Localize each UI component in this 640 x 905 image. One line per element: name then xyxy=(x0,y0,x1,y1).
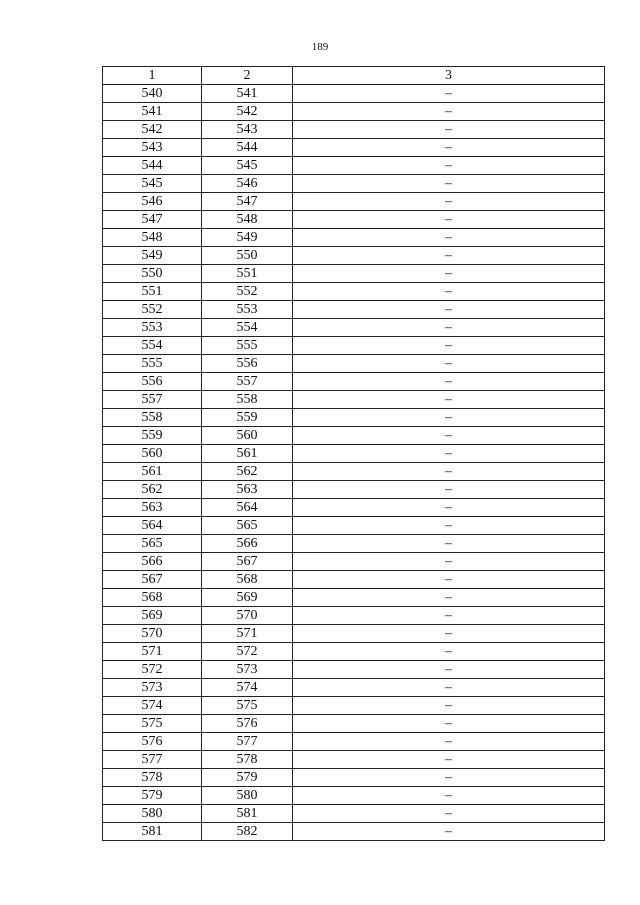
table-cell-col-2: 565 xyxy=(202,517,293,535)
table-cell-col-2: 541 xyxy=(202,85,293,103)
table-cell-col-1: 557 xyxy=(103,391,202,409)
table-cell-col-3: – xyxy=(293,715,605,733)
table-cell-col-3: – xyxy=(293,733,605,751)
table-row xyxy=(103,265,605,283)
table-row xyxy=(103,247,605,265)
table-cell-col-3: – xyxy=(293,301,605,319)
table-row xyxy=(103,823,605,841)
column-header-1: 1 xyxy=(103,67,202,85)
table-cell-col-1: 544 xyxy=(103,157,202,175)
table-cell-col-2: 580 xyxy=(202,787,293,805)
table-cell-col-1: 555 xyxy=(103,355,202,373)
table-cell-col-2: 555 xyxy=(202,337,293,355)
table-cell-col-2: 570 xyxy=(202,607,293,625)
table-cell-col-1: 578 xyxy=(103,769,202,787)
table-cell-col-1: 545 xyxy=(103,175,202,193)
table-row xyxy=(103,715,605,733)
table-cell-col-2: 564 xyxy=(202,499,293,517)
table-row xyxy=(103,211,605,229)
table-cell-col-2: 547 xyxy=(202,193,293,211)
table-row xyxy=(103,481,605,499)
table-cell-col-3: – xyxy=(293,319,605,337)
table-cell-col-3: – xyxy=(293,679,605,697)
table-cell-col-1: 548 xyxy=(103,229,202,247)
table-cell-col-3: – xyxy=(293,247,605,265)
table-cell-col-3: – xyxy=(293,769,605,787)
table-cell-col-2: 543 xyxy=(202,121,293,139)
table-cell-col-1: 574 xyxy=(103,697,202,715)
data-table xyxy=(102,66,605,841)
table-cell-col-1: 577 xyxy=(103,751,202,769)
table-cell-col-2: 582 xyxy=(202,823,293,841)
table-row xyxy=(103,283,605,301)
table-cell-col-3: – xyxy=(293,229,605,247)
table-cell-col-2: 568 xyxy=(202,571,293,589)
table-row xyxy=(103,427,605,445)
table-cell-col-1: 576 xyxy=(103,733,202,751)
table-cell-col-1: 566 xyxy=(103,553,202,571)
table-row xyxy=(103,193,605,211)
table-row xyxy=(103,643,605,661)
table-cell-col-1: 571 xyxy=(103,643,202,661)
table-cell-col-1: 572 xyxy=(103,661,202,679)
table-cell-col-2: 561 xyxy=(202,445,293,463)
table-cell-col-3: – xyxy=(293,85,605,103)
table-cell-col-1: 554 xyxy=(103,337,202,355)
table-cell-col-1: 560 xyxy=(103,445,202,463)
table-cell-col-2: 569 xyxy=(202,589,293,607)
table-cell-col-3: – xyxy=(293,463,605,481)
table-cell-col-1: 565 xyxy=(103,535,202,553)
table-cell-col-1: 540 xyxy=(103,85,202,103)
table-cell-col-1: 558 xyxy=(103,409,202,427)
table-cell-col-2: 552 xyxy=(202,283,293,301)
page-number: 189 xyxy=(311,41,329,53)
table-cell-col-2: 550 xyxy=(202,247,293,265)
table-cell-col-1: 581 xyxy=(103,823,202,841)
table-cell-col-2: 563 xyxy=(202,481,293,499)
table-cell-col-2: 557 xyxy=(202,373,293,391)
table-cell-col-3: – xyxy=(293,445,605,463)
table-row xyxy=(103,229,605,247)
table-row xyxy=(103,319,605,337)
table-cell-col-1: 573 xyxy=(103,679,202,697)
table-cell-col-1: 552 xyxy=(103,301,202,319)
table-header-row xyxy=(103,67,605,85)
table-cell-col-2: 567 xyxy=(202,553,293,571)
table-cell-col-1: 553 xyxy=(103,319,202,337)
table-row xyxy=(103,769,605,787)
table-cell-col-2: 553 xyxy=(202,301,293,319)
table-cell-col-3: – xyxy=(293,571,605,589)
table-cell-col-2: 575 xyxy=(202,697,293,715)
table-cell-col-1: 564 xyxy=(103,517,202,535)
table-cell-col-3: – xyxy=(293,103,605,121)
table-cell-col-1: 567 xyxy=(103,571,202,589)
table-row xyxy=(103,499,605,517)
table-cell-col-1: 549 xyxy=(103,247,202,265)
table-row xyxy=(103,733,605,751)
table-cell-col-3: – xyxy=(293,121,605,139)
table-row xyxy=(103,697,605,715)
table-cell-col-2: 578 xyxy=(202,751,293,769)
table-cell-col-2: 562 xyxy=(202,463,293,481)
table-cell-col-1: 542 xyxy=(103,121,202,139)
table-row xyxy=(103,607,605,625)
table-row xyxy=(103,85,605,103)
table-row xyxy=(103,751,605,769)
table-row xyxy=(103,679,605,697)
table-cell-col-1: 580 xyxy=(103,805,202,823)
table-cell-col-3: – xyxy=(293,157,605,175)
table-cell-col-3: – xyxy=(293,751,605,769)
table-row xyxy=(103,445,605,463)
table-cell-col-1: 543 xyxy=(103,139,202,157)
table-cell-col-1: 579 xyxy=(103,787,202,805)
table-cell-col-1: 546 xyxy=(103,193,202,211)
table-cell-col-2: 546 xyxy=(202,175,293,193)
table-cell-col-3: – xyxy=(293,355,605,373)
table-cell-col-2: 554 xyxy=(202,319,293,337)
table-row xyxy=(103,301,605,319)
table-cell-col-3: – xyxy=(293,175,605,193)
table-row xyxy=(103,373,605,391)
table-row xyxy=(103,625,605,643)
table-row xyxy=(103,517,605,535)
table-cell-col-3: – xyxy=(293,193,605,211)
table-row xyxy=(103,571,605,589)
table-cell-col-2: 579 xyxy=(202,769,293,787)
table-row xyxy=(103,553,605,571)
table-cell-col-2: 566 xyxy=(202,535,293,553)
table-cell-col-1: 556 xyxy=(103,373,202,391)
table-cell-col-2: 558 xyxy=(202,391,293,409)
table-cell-col-1: 547 xyxy=(103,211,202,229)
table-cell-col-1: 570 xyxy=(103,625,202,643)
table-cell-col-2: 576 xyxy=(202,715,293,733)
table-cell-col-2: 577 xyxy=(202,733,293,751)
table-row xyxy=(103,103,605,121)
table-row xyxy=(103,535,605,553)
table-cell-col-2: 556 xyxy=(202,355,293,373)
table-cell-col-2: 549 xyxy=(202,229,293,247)
table-cell-col-2: 560 xyxy=(202,427,293,445)
column-header-2: 2 xyxy=(202,67,293,85)
table-cell-col-3: – xyxy=(293,589,605,607)
table-cell-col-3: – xyxy=(293,283,605,301)
table-cell-col-3: – xyxy=(293,787,605,805)
table-cell-col-1: 551 xyxy=(103,283,202,301)
table-cell-col-2: 574 xyxy=(202,679,293,697)
table-cell-col-3: – xyxy=(293,643,605,661)
table-row xyxy=(103,121,605,139)
table-cell-col-1: 575 xyxy=(103,715,202,733)
table-row xyxy=(103,157,605,175)
table-cell-col-3: – xyxy=(293,337,605,355)
table-cell-col-3: – xyxy=(293,373,605,391)
table-cell-col-3: – xyxy=(293,535,605,553)
table-cell-col-2: 551 xyxy=(202,265,293,283)
table-cell-col-3: – xyxy=(293,517,605,535)
table-cell-col-3: – xyxy=(293,427,605,445)
table-row xyxy=(103,337,605,355)
table-row xyxy=(103,805,605,823)
table-cell-col-2: 581 xyxy=(202,805,293,823)
table-cell-col-3: – xyxy=(293,211,605,229)
column-header-3: 3 xyxy=(293,67,605,85)
table-cell-col-3: – xyxy=(293,499,605,517)
table-cell-col-1: 569 xyxy=(103,607,202,625)
table-row xyxy=(103,391,605,409)
table-cell-col-3: – xyxy=(293,139,605,157)
table-cell-col-1: 559 xyxy=(103,427,202,445)
table-cell-col-1: 568 xyxy=(103,589,202,607)
table-cell-col-2: 571 xyxy=(202,625,293,643)
table-cell-col-3: – xyxy=(293,265,605,283)
table-cell-col-3: – xyxy=(293,697,605,715)
table-row xyxy=(103,787,605,805)
table-row xyxy=(103,661,605,679)
table-cell-col-1: 562 xyxy=(103,481,202,499)
table-cell-col-2: 573 xyxy=(202,661,293,679)
table-row xyxy=(103,409,605,427)
table-row xyxy=(103,139,605,157)
table-cell-col-3: – xyxy=(293,625,605,643)
table-cell-col-2: 572 xyxy=(202,643,293,661)
table-cell-col-3: – xyxy=(293,607,605,625)
table-cell-col-2: 542 xyxy=(202,103,293,121)
table-cell-col-3: – xyxy=(293,409,605,427)
table-cell-col-2: 559 xyxy=(202,409,293,427)
table-cell-col-3: – xyxy=(293,481,605,499)
table-row xyxy=(103,175,605,193)
table-cell-col-3: – xyxy=(293,661,605,679)
table-cell-col-1: 563 xyxy=(103,499,202,517)
table-cell-col-2: 544 xyxy=(202,139,293,157)
table-cell-col-2: 548 xyxy=(202,211,293,229)
table-row xyxy=(103,463,605,481)
table-cell-col-3: – xyxy=(293,553,605,571)
table-cell-col-1: 561 xyxy=(103,463,202,481)
table-cell-col-1: 541 xyxy=(103,103,202,121)
table-cell-col-3: – xyxy=(293,391,605,409)
table-cell-col-2: 545 xyxy=(202,157,293,175)
table-body xyxy=(103,85,605,841)
table-row xyxy=(103,355,605,373)
table-row xyxy=(103,589,605,607)
table-cell-col-1: 550 xyxy=(103,265,202,283)
table-cell-col-3: – xyxy=(293,823,605,841)
table-cell-col-3: – xyxy=(293,805,605,823)
